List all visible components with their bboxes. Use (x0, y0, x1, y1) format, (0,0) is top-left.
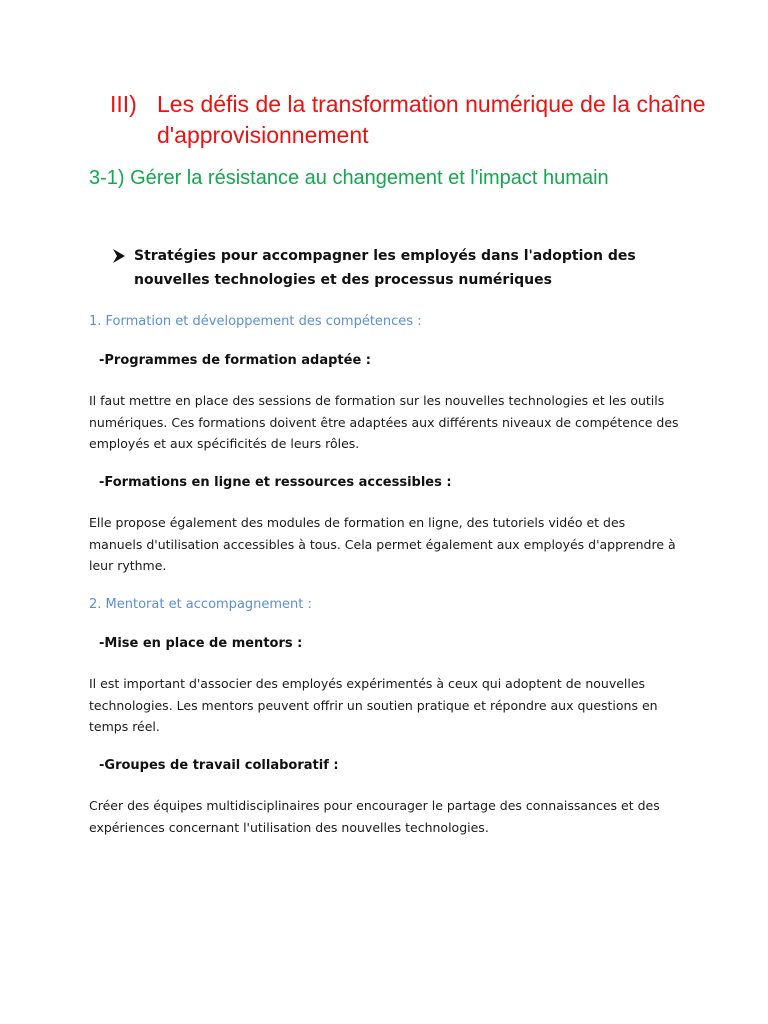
bullet-text: Stratégies pour accompagner les employés dans l'adoption des nouvelles technologies et des processus numériques (134, 248, 636, 288)
arrow-bullet-icon (112, 244, 126, 268)
section-title: 2. Mentorat et accompagnement : (89, 597, 312, 612)
item-paragraph: Il faut mettre en place des sessions de formation sur les nouvelles technologies et les outils numériques. Ces formations doivent être adaptées aux différents niveaux de compétence des employés et aux spécificités de leurs rôles. (89, 393, 679, 451)
item-paragraph: Créer des équipes multidisciplinaires pour encourager le partage des connaissances et des expériences concernant l'utilisation des nouvelles technologies. (89, 798, 660, 835)
section-title: 1. Formation et développement des compétences : (89, 314, 422, 329)
item-paragraph: Il est important d'associer des employés expérimentés à ceux qui adoptent de nouvelles technologies. Les mentors peuvent offrir un soutien pratique et répondre aux questions en temps réel. (89, 676, 658, 734)
item-heading: -Formations en ligne et ressources accessibles : (99, 475, 452, 490)
item-heading: -Groupes de travail collaboratif : (99, 758, 339, 773)
item-heading: -Programmes de formation adaptée : (99, 353, 372, 368)
chapter-title: Les défis de la transformation numérique de la chaîne d'approvisionnement (157, 91, 706, 148)
item-heading: -Mise en place de mentors : (99, 636, 303, 651)
item-paragraph: Elle propose également des modules de formation en ligne, des tutoriels vidéo et des manuels d'utilisation accessibles à tous. Cela permet également aux employés d'apprendre à leur rythme. (89, 515, 676, 573)
section-subheading: 3-1) Gérer la résistance au changement et l'impact humain (89, 167, 609, 189)
chapter-number: III) (110, 91, 137, 117)
